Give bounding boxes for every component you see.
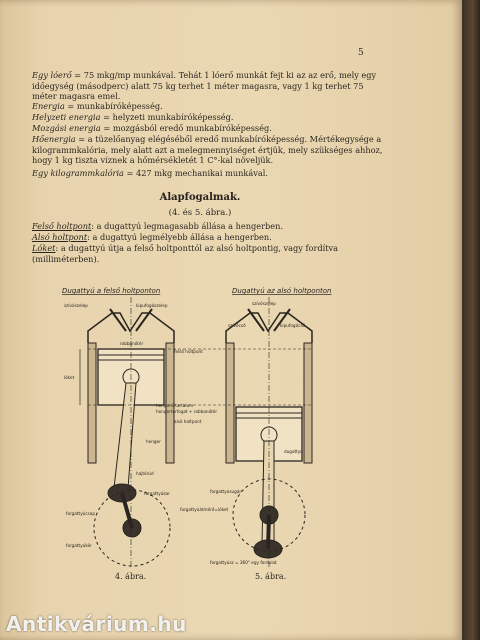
label-displacement: hengerűrtartalom: [156, 403, 194, 408]
definition-kilogrammkaloria: [32, 168, 384, 179]
right-figure-title: Dugattyú az alsó holtponton: [232, 287, 332, 295]
engine-diagram: [60, 283, 360, 573]
label-bdc: alsó holtpont: [174, 419, 202, 424]
page-number: 5: [358, 48, 364, 58]
label-crank-rotation: forgattyúsz = 360° egy fordulat: [210, 560, 277, 565]
definition-helyzeti: [32, 112, 384, 123]
definition-term: Helyzeti energia: [32, 112, 101, 122]
concept-also-holtpont: [32, 232, 384, 243]
concept-felso-holtpont: [32, 221, 384, 232]
definition-term: Egy kilogrammkalória: [32, 168, 124, 178]
label-connecting-rod: hajtórúd: [136, 471, 154, 476]
concept-term: Lóket: [32, 243, 56, 253]
label-crank-radius: forgattyúsugár: [210, 489, 242, 494]
definition-text: = helyzeti munkabíróképesség.: [100, 112, 234, 122]
label-cylinder-volume: hengertérfogat + robbanótér: [156, 409, 218, 414]
label-piston: dugattyú: [284, 449, 303, 454]
definition-term: Energia: [32, 101, 65, 111]
definition-text: = 75 mkg/mp munkával. Tehát 1 lóerő munkát fejt ki az az erő, mely egy időegység (másodperc) alatt 75 kg terhet 1 méter magasra, vagy 1 kg terhet 75 méter magasra emel.: [32, 70, 377, 101]
definition-mozgasi: [32, 123, 384, 134]
concept-term: Alsó holtpont: [32, 232, 88, 242]
label-combustion-chamber: robbanótér: [120, 341, 144, 346]
concept-text: : a dugattyú útja a felső holtponttól az alsó holtpontig, vagy fordítva (milliméterben).: [32, 243, 339, 264]
label-crank-arm: forgattyúkar: [144, 491, 170, 496]
definition-term: Hőenergia: [32, 134, 76, 144]
right-figure-caption: 5. ábra.: [255, 572, 287, 581]
right-cylinder-wall: [226, 343, 234, 463]
label-cylinder: henger: [146, 439, 161, 444]
concept-loket: [32, 243, 384, 264]
label-crank-diameter: forgattyúátmérő=lóket: [180, 507, 229, 512]
label-intake-valve-right: szívószelep: [252, 301, 276, 306]
definition-hoenergia: [32, 134, 384, 166]
label-intake-pipe: szívócső: [228, 323, 246, 328]
definition-text: = mozgásból eredő munkabíróképesség.: [100, 123, 272, 133]
section-title: Alapfogalmak.: [159, 192, 241, 203]
label-intake-valve: szívószelep: [64, 303, 88, 308]
left-cylinder-wall: [88, 343, 96, 463]
section-subtitle: (4. és 5. ábra.): [168, 208, 232, 218]
label-exhaust-valve: kipufogószelep: [136, 303, 168, 308]
book-spine: [462, 0, 480, 640]
left-figure-caption: 4. ábra.: [115, 572, 147, 581]
definition-lovero: [32, 70, 384, 102]
label-crank-pin: forgattyúcsap: [66, 511, 96, 516]
definition-term: Egy lóerő: [32, 70, 72, 80]
label-exhaust-pipe: kipufogócső: [280, 323, 306, 328]
label-crank-circle: forgattyúkör: [66, 543, 92, 548]
definition-text: = 427 mkg mechanikai munkával.: [123, 168, 269, 178]
label-stroke: lóket: [64, 375, 75, 380]
concept-text: : a dugattyú legmélyebb állása a hengerben.: [87, 232, 272, 242]
right-engine: [226, 297, 312, 569]
definition-term: Mozgási energia: [32, 123, 101, 133]
definition-energia: [32, 101, 384, 112]
definition-text: = a tüzelőanyag elégéséből eredő munkabíróképesség. Mértékegysége a kilogrammkalória, mely alatt azt a melegmennyiséget értjük, mely szükséges ahhoz, hogy 1 kg tiszta víznek a hőmérsékletét 1 C°-kal növeljük.: [32, 134, 383, 165]
label-tdc: felső holtpont: [174, 349, 203, 354]
concept-text: : a dugattyú legmagasabb állása a hengerben.: [91, 221, 284, 231]
right-cylinder-wall: [304, 343, 312, 463]
left-figure-title: Dugattyú a felső holtponton: [62, 287, 161, 295]
site-watermark: Antikvárium.hu: [6, 612, 187, 636]
left-engine: [80, 297, 174, 569]
concept-term: Felső holtpont: [32, 221, 92, 231]
definition-text: = munkabíróképesség.: [64, 101, 163, 111]
